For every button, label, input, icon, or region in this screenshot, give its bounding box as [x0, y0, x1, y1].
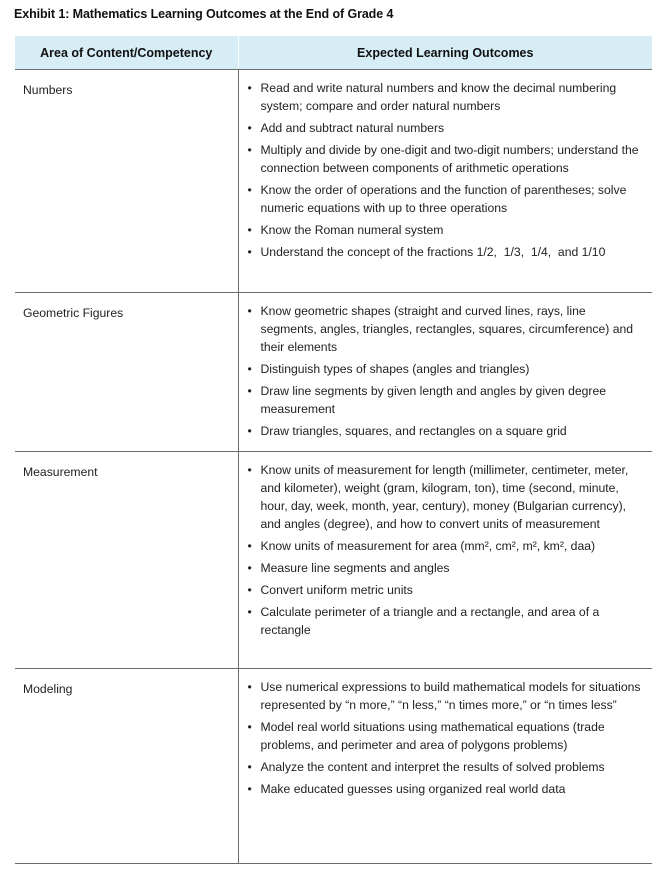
outcome-item: • Add and subtract natural numbers: [248, 119, 645, 137]
outcome-item: • Multiply and divide by one-digit and two-digit numbers; understand the connection between components of arithmetic operations: [248, 141, 645, 177]
outcomes-cell: [238, 452, 652, 669]
outcome-item: • Make educated guesses using organized real world data: [248, 780, 645, 798]
table-row: [15, 293, 652, 452]
table-row: [15, 452, 652, 669]
outcomes-cell: [238, 669, 652, 864]
area-cell: Modeling: [15, 669, 238, 864]
area-cell: Geometric Figures: [15, 293, 238, 452]
table-row: [15, 669, 652, 864]
outcome-item: • Know the Roman numeral system: [248, 221, 645, 239]
outcomes-cell: [238, 293, 652, 452]
outcome-item: • Draw line segments by given length and angles by given degree measurement: [248, 382, 645, 418]
outcome-item: • Draw triangles, squares, and rectangles on a square grid: [248, 422, 645, 440]
outcome-item: • Know the order of operations and the function of parentheses; solve numeric equations with up to three operations: [248, 181, 645, 217]
exhibit-caption: Exhibit 1: Mathematics Learning Outcomes at the End of Grade 4: [14, 7, 394, 21]
outcome-item: • Measure line segments and angles: [248, 559, 645, 577]
outcome-item: • Understand the concept of the fractions 1/2, 1/3, 1/4, and 1/10: [248, 243, 645, 261]
outcomes-cell: [238, 70, 652, 293]
outcome-item: • Know units of measurement for length (millimeter, centimeter, meter, and kilometer), weight (gram, kilogram, ton), time (second, minute, hour, day, week, month, year, century), money (Bulgarian currency), and angles (degree), and how to convert units of measurement: [248, 461, 645, 533]
learning-outcomes-table: [15, 36, 652, 864]
column-header-outcomes: Expected Learning Outcomes: [238, 36, 652, 70]
area-cell: Measurement: [15, 452, 238, 669]
area-cell: Numbers: [15, 70, 238, 293]
outcome-item: • Convert uniform metric units: [248, 581, 645, 599]
outcome-item: • Read and write natural numbers and know the decimal numbering system; compare and order natural numbers: [248, 79, 645, 115]
outcome-list: [248, 79, 645, 261]
table-header-row: [15, 36, 652, 70]
column-header-area: Area of Content/Competency: [15, 36, 238, 70]
outcome-item: • Model real world situations using mathematical equations (trade problems, and perimeter and area of polygons problems): [248, 718, 645, 754]
outcome-list: [248, 678, 645, 798]
outcome-item: • Know geometric shapes (straight and curved lines, rays, line segments, angles, triangles, rectangles, squares, circumference) and their elements: [248, 302, 645, 356]
outcome-item: • Know units of measurement for area (mm², cm², m², km², daa): [248, 537, 645, 555]
outcome-list: [248, 461, 645, 639]
outcome-item: • Calculate perimeter of a triangle and a rectangle, and area of a rectangle: [248, 603, 645, 639]
outcome-item: • Distinguish types of shapes (angles and triangles): [248, 360, 645, 378]
outcome-list: [248, 302, 645, 440]
outcome-item: • Use numerical expressions to build mathematical models for situations represented by “n more,” “n less,” “n times more,” or “n times less”: [248, 678, 645, 714]
outcome-item: • Analyze the content and interpret the results of solved problems: [248, 758, 645, 776]
table-row: [15, 70, 652, 293]
